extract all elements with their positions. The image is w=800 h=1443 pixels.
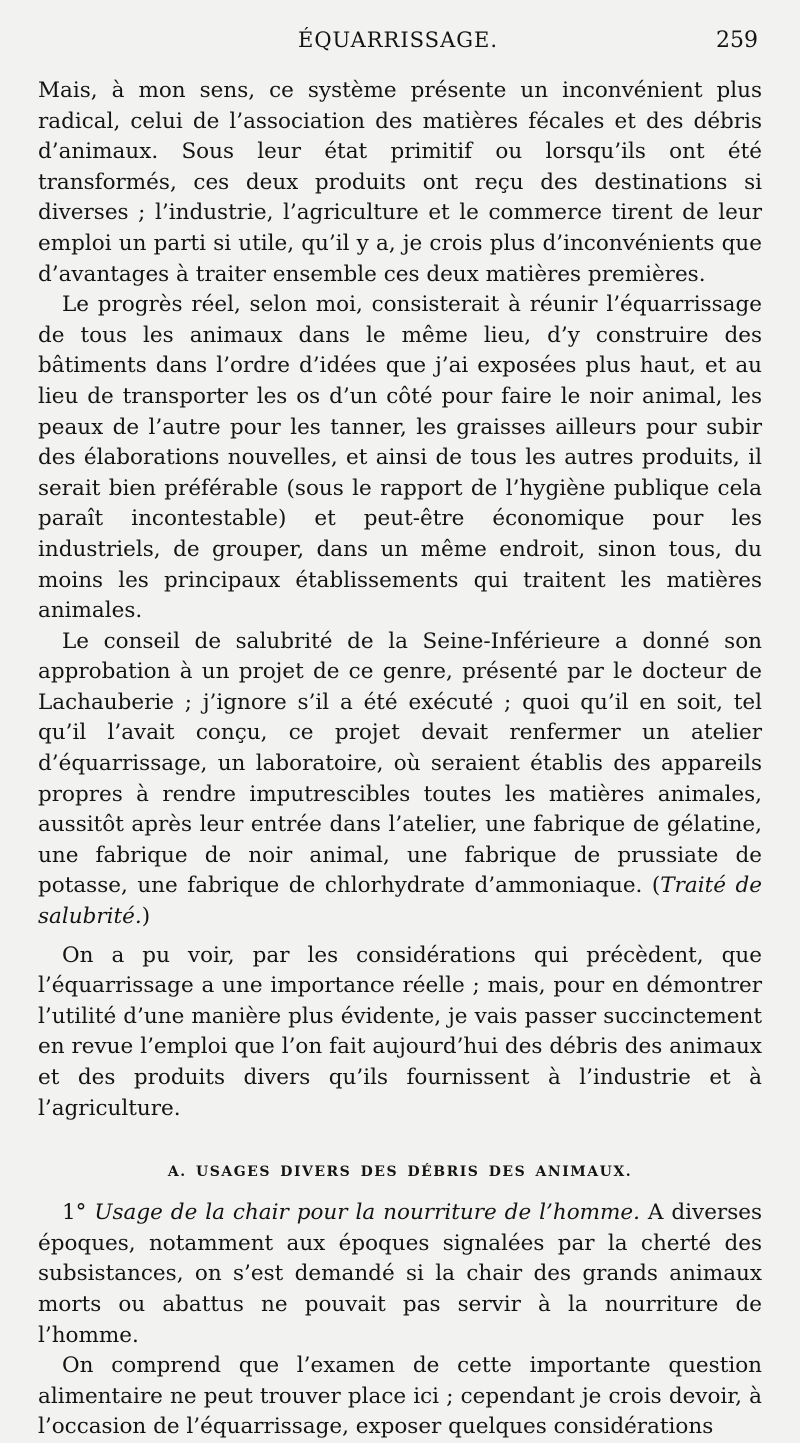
- item-title: Usage de la chair pour la nourriture de l’homme.: [94, 1200, 640, 1226]
- paragraph-1: Mais, à mon sens, ce système présente un inconvénient plus radical, celui de l’association des matières fécales et des débris d’animaux. Sous leur état primitif ou lorsqu’ils ont été transformés, ces deux produits ont reçu des destinations si diverses ; l’industrie, l’agriculture et le commerce tirent de leur emploi un parti si utile, qu’il y a, je crois plus d’inconvénients que d’avantages à traiter ensemble ces deux matières premières.: [38, 78, 762, 287]
- paragraph-5: [38, 1198, 762, 1351]
- paragraph-5-text: A diverses époques, notamment aux époques signalées par la cherté des subsistances, on s’est demandé si la chair des grands animaux morts ou abattus ne pouvait pas servir à la nourriture de l’homme.: [38, 1200, 762, 1348]
- item-number: 1°: [62, 1200, 95, 1226]
- body-text: [38, 76, 762, 1443]
- paragraph-2: Le progrès réel, selon moi, consisterait à réunir l’équarrissage de tous les animaux dans le même lieu, d’y construire des bâtiments dans l’ordre d’idées que j’ai exposées plus haut, et au lieu de transporter les os d’un côté pour faire le noir animal, les peaux de l’autre pour les tanner, les graisses ailleurs pour subir des élaborations nouvelles, et ainsi de tous les autres produits, il serait bien préférable (sous le rapport de l’hygiène publique cela paraît incontestable) et peut-être économique pour les industriels, de grouper, dans un même endroit, sinon tous, du moins les principaux établissements qui traitent les matières animales.: [38, 292, 762, 624]
- paragraph-4: On a pu voir, par les considérations qui précèdent, que l’équarrissage a une importance réelle ; mais, pour en démontrer l’utilité d’une manière plus évidente, je vais passer succinctement en revue l’emploi que l’on fait aujourd’hui des débris des animaux et des produits divers qu’ils fournissent à l’industrie et à l’agriculture.: [38, 942, 762, 1121]
- paragraph-3-text: Le conseil de salubrité de la Seine-Inférieure a donné son approbation à un projet de ce genre, présenté par le docteur de Lachauberie ; j’ignore s’il a été exécuté ; quoi qu’il en soit, tel qu’il l’avait conçu, ce projet devait renfermer un atelier d’équarrissage, un laboratoire, où seraient établis des appareils propres à rendre imputrescibles toutes les matières animales, aussitôt après leur entrée dans l’atelier, une fabrique de gélatine, une fabrique de noir animal, une fabrique de prussiate de potasse, une fabrique de chlorhydrate d’ammoniaque. (: [38, 628, 762, 899]
- running-head: [38, 28, 758, 62]
- running-title: ÉQUARRISSAGE.: [297, 28, 499, 52]
- page-number: 259: [716, 28, 758, 53]
- citation-title: Traité de salubrité.: [38, 873, 762, 930]
- section-heading: A. USAGES DIVERS DES DÉBRIS DES ANIMAUX.: [167, 1164, 633, 1181]
- paragraph-6: On comprend que l’examen de cette importante question alimentaire ne peut trouver place ici ; cependant je crois devoir, à l’occasion de l’équarrissage, exposer quelques considérations: [38, 1353, 762, 1440]
- citation-close: ): [141, 904, 151, 930]
- paragraph-3: [38, 627, 762, 933]
